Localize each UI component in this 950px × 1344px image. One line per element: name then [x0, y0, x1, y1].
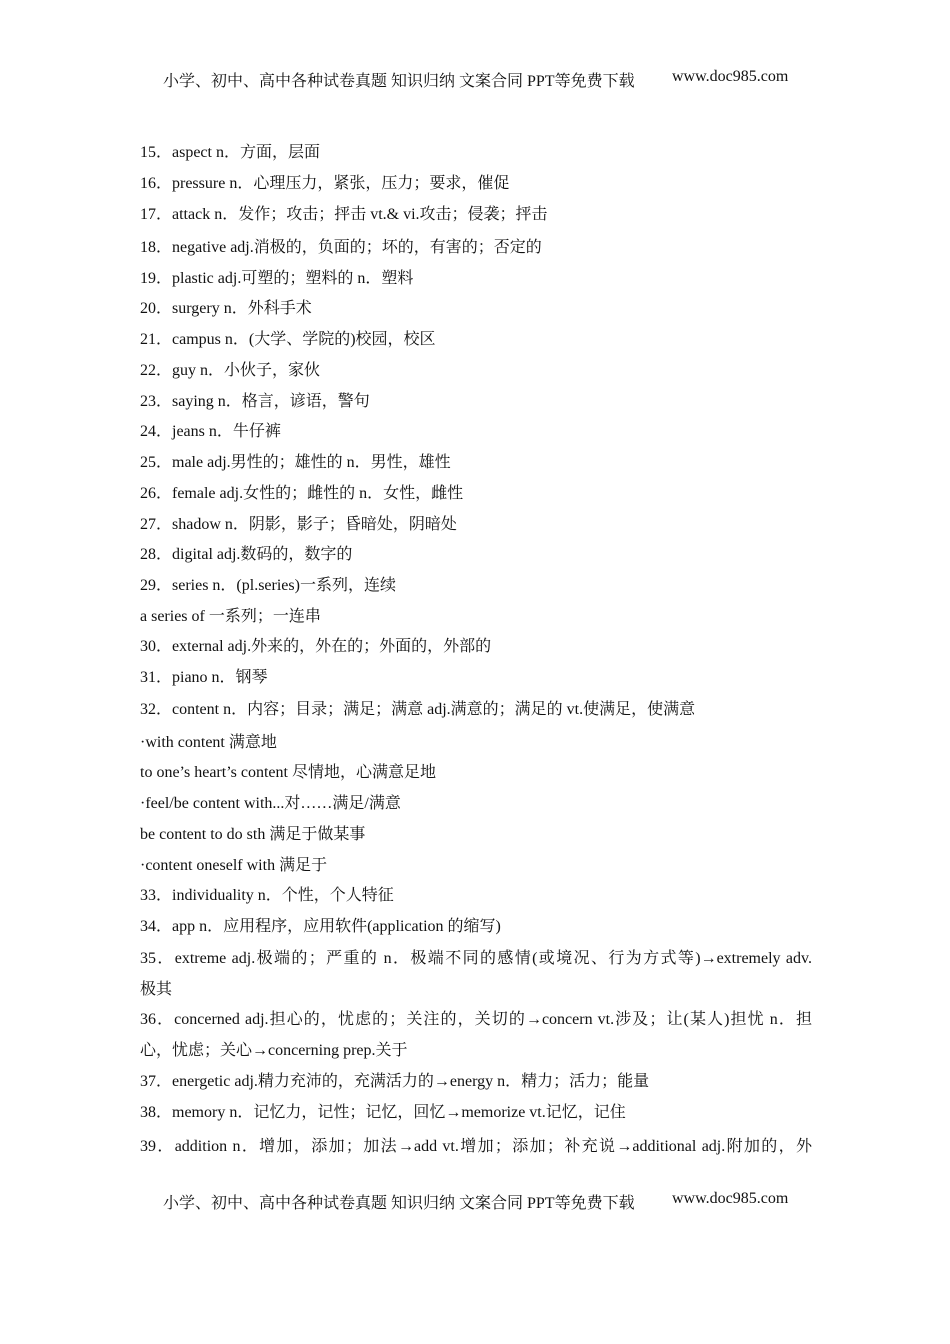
- vocab-line: 36．concerned adj.担心的，忧虑的；关注的，关切的→concern vt.涉及；让(某人)担忧 n．担: [140, 1011, 812, 1028]
- header-url[interactable]: www.doc985.com: [672, 68, 789, 85]
- phrase-line: to one’s heart’s content 尽情地，心满意足地: [140, 764, 436, 781]
- vocab-line: 17．attack n．发作；攻击；抨击 vt.& vi.攻击；侵袭；抨击: [140, 206, 548, 223]
- header-text: 小学、初中、高中各种试卷真题 知识归纳 文案合同 PPT等免费下载: [163, 73, 635, 90]
- vocab-line: 39．addition n．增加，添加；加法→add vt.增加；添加；补充说→additional adj.附加的，外: [140, 1138, 812, 1155]
- vocab-line: 35．extreme adj.极端的；严重的 n．极端不同的感情(或境况、行为方式等)→extremely adv.: [140, 950, 812, 967]
- vocab-line: 28．digital adj.数码的，数字的: [140, 546, 353, 563]
- vocab-line: 18．negative adj.消极的，负面的；坏的，有害的；否定的: [140, 239, 542, 256]
- vocab-line: 22．guy n．小伙子，家伙: [140, 362, 321, 379]
- phrase-line: a series of 一系列；一连串: [140, 608, 321, 625]
- footer-text: 小学、初中、高中各种试卷真题 知识归纳 文案合同 PPT等免费下载: [163, 1195, 635, 1212]
- vocab-line: 24．jeans n．牛仔裤: [140, 423, 281, 440]
- vocab-line: 16．pressure n．心理压力，紧张，压力；要求，催促: [140, 175, 510, 192]
- phrase-line: be content to do sth 满足于做某事: [140, 826, 366, 843]
- vocab-line: 19．plastic adj.可塑的；塑料的 n．塑料: [140, 270, 414, 287]
- vocab-line: 30．external adj.外来的，外在的；外面的，外部的: [140, 638, 492, 655]
- vocab-line-continued: 心，忧虑；关心→concerning prep.关于: [140, 1042, 408, 1059]
- vocab-line: 20．surgery n．外科手术: [140, 300, 312, 317]
- footer-url[interactable]: www.doc985.com: [672, 1190, 789, 1207]
- vocab-line-continued: 极其: [140, 981, 173, 998]
- phrase-line: ·with content 满意地: [140, 734, 277, 751]
- phrase-line: ·feel/be content with...对……满足/满意: [140, 795, 401, 812]
- vocab-line: 32．content n．内容；目录；满足；满意 adj.满意的；满足的 vt.使满足，使满意: [140, 701, 696, 718]
- vocab-line: 38．memory n．记忆力，记性；记忆，回忆→memorize vt.记忆，记住: [140, 1104, 626, 1121]
- vocab-line: 25．male adj.男性的；雄性的 n．男性，雄性: [140, 454, 451, 471]
- vocab-line: 26．female adj.女性的；雌性的 n．女性，雌性: [140, 485, 464, 502]
- vocab-line: 34．app n．应用程序，应用软件(application 的缩写): [140, 918, 501, 935]
- vocab-line: 23．saying n．格言，谚语，警句: [140, 393, 370, 410]
- vocab-line: 15．aspect n．方面，层面: [140, 144, 320, 161]
- phrase-line: ·content oneself with 满足于: [140, 857, 328, 874]
- vocab-line: 29．series n．(pl.series)一系列，连续: [140, 577, 396, 594]
- vocab-line: 37．energetic adj.精力充沛的，充满活力的→energy n．精力；活力；能量: [140, 1073, 650, 1090]
- vocab-line: 27．shadow n．阴影，影子；昏暗处，阴暗处: [140, 516, 457, 533]
- vocab-line: 21．campus n．(大学、学院的)校园，校区: [140, 331, 436, 348]
- vocab-line: 31．piano n．钢琴: [140, 669, 268, 686]
- vocab-line: 33．individuality n．个性，个人特征: [140, 887, 394, 904]
